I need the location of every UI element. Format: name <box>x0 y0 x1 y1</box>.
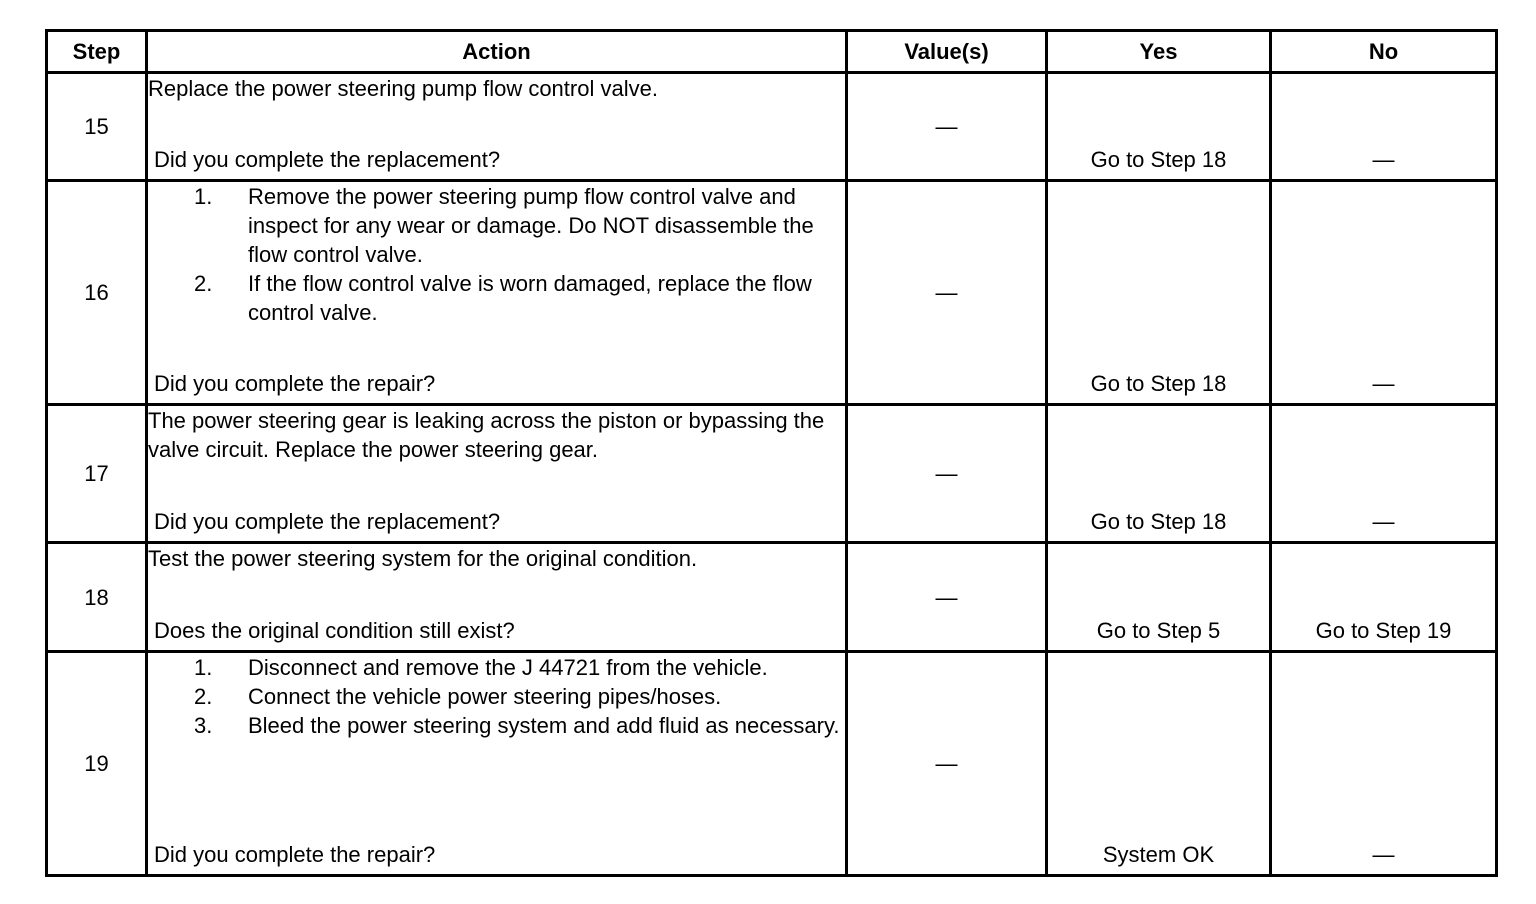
no-cell <box>1271 73 1497 181</box>
no-result: — <box>1372 842 1395 867</box>
no-cell <box>1271 181 1497 405</box>
value-cell: — <box>847 543 1047 652</box>
list-text: Connect the vehicle power steering pipes/hoses. <box>248 684 722 709</box>
list-text: Remove the power steering pump flow control valve and inspect for any wear or damage. Do NOT disassemble the flow control valve. <box>248 184 814 267</box>
table-row <box>47 543 1497 652</box>
action-cell <box>147 652 847 876</box>
no-result: — <box>1372 509 1395 534</box>
header-action: Action <box>147 31 847 73</box>
step-number: 17 <box>47 405 147 543</box>
no-cell <box>1271 652 1497 876</box>
list-item <box>148 711 845 740</box>
header-yes: Yes <box>1047 31 1271 73</box>
yes-cell <box>1047 543 1271 652</box>
yes-cell <box>1047 652 1271 876</box>
action-cell <box>147 405 847 543</box>
yes-result: Go to Step 5 <box>1096 618 1221 643</box>
header-step: Step <box>47 31 147 73</box>
value-cell: — <box>847 405 1047 543</box>
action-cell <box>147 73 847 181</box>
step-number: 16 <box>47 181 147 405</box>
list-number: 3. <box>194 713 213 738</box>
list-number: 1. <box>194 184 213 209</box>
step-number: 19 <box>47 652 147 876</box>
action-question: Did you complete the replacement? <box>154 509 501 534</box>
action-question: Did you complete the repair? <box>154 371 436 396</box>
list-item <box>148 682 845 711</box>
diagnostic-table <box>45 29 1498 877</box>
list-item <box>148 653 845 682</box>
list-number: 2. <box>194 271 213 296</box>
no-result: — <box>1372 147 1395 172</box>
yes-result: System OK <box>1102 842 1215 867</box>
yes-cell <box>1047 405 1271 543</box>
list-number: 2. <box>194 684 213 709</box>
yes-cell <box>1047 73 1271 181</box>
value-cell: — <box>847 181 1047 405</box>
value-cell: — <box>847 652 1047 876</box>
action-question: Did you complete the repair? <box>154 842 436 867</box>
action-question: Does the original condition still exist? <box>154 618 515 643</box>
list-item <box>148 269 845 327</box>
table-row <box>47 73 1497 181</box>
header-row <box>47 31 1497 73</box>
header-no: No <box>1271 31 1497 73</box>
action-text: Replace the power steering pump flow control valve. <box>148 76 658 101</box>
list-text: Disconnect and remove the J 44721 from the vehicle. <box>248 655 768 680</box>
no-cell <box>1271 543 1497 652</box>
action-text: Test the power steering system for the original condition. <box>148 546 698 571</box>
list-item <box>148 182 845 269</box>
action-cell <box>147 181 847 405</box>
action-list <box>148 182 845 327</box>
action-list <box>148 653 845 740</box>
step-number: 18 <box>47 543 147 652</box>
action-cell <box>147 543 847 652</box>
header-values: Value(s) <box>847 31 1047 73</box>
step-number: 15 <box>47 73 147 181</box>
list-text: If the flow control valve is worn damaged, replace the flow control valve. <box>248 271 812 325</box>
table-row <box>47 652 1497 876</box>
no-cell <box>1271 405 1497 543</box>
yes-result: Go to Step 18 <box>1090 509 1227 534</box>
yes-result: Go to Step 18 <box>1090 371 1227 396</box>
table-row <box>47 405 1497 543</box>
yes-result: Go to Step 18 <box>1090 147 1227 172</box>
value-cell: — <box>847 73 1047 181</box>
action-question: Did you complete the replacement? <box>154 147 501 172</box>
no-result: — <box>1372 371 1395 396</box>
table-row <box>47 181 1497 405</box>
list-number: 1. <box>194 655 213 680</box>
no-result: Go to Step 19 <box>1315 618 1452 643</box>
list-text: Bleed the power steering system and add fluid as necessary. <box>248 713 840 738</box>
action-text: The power steering gear is leaking across the piston or bypassing the valve circuit. Replace the power steering gear. <box>148 408 825 462</box>
yes-cell <box>1047 181 1271 405</box>
